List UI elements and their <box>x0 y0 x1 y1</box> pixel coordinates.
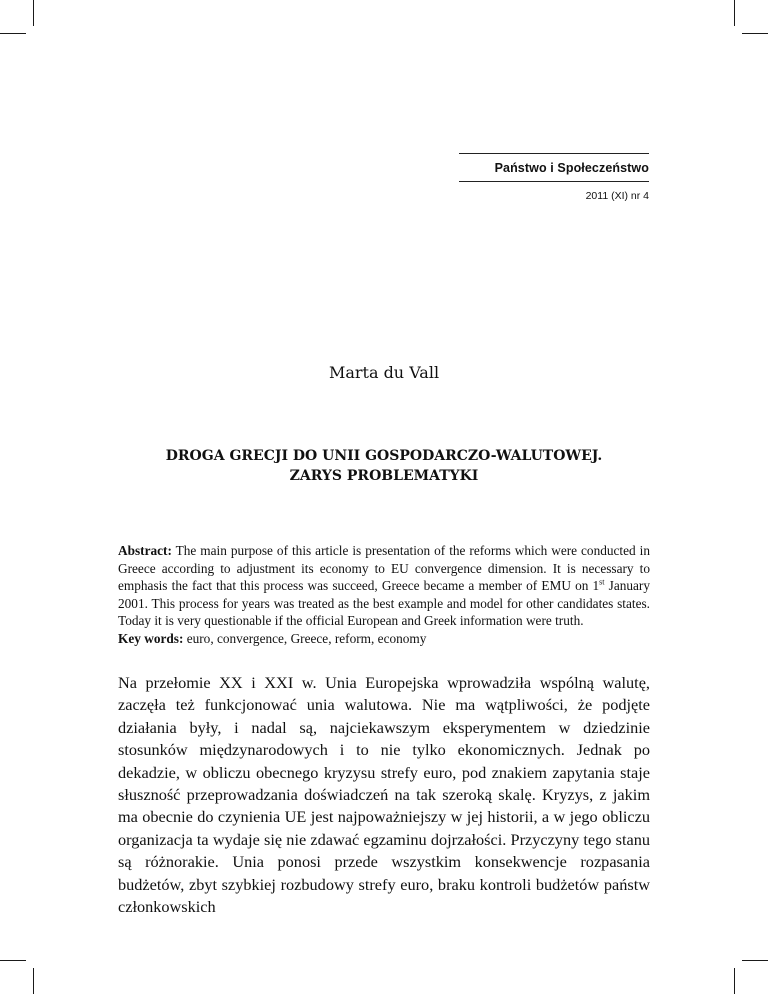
abstract-text-part-1: The main purpose of this article is presentation of the reforms which were conducted in Greece according to adjustment its economy to EU convergence dimension. It is necessary to emphasis the fact that this process was succeed, Greece became a member of EMU on 1 <box>118 543 650 594</box>
abstract-label: Abstract: <box>118 543 172 558</box>
crop-mark-bottom-right-vertical <box>734 968 735 994</box>
abstract-superscript: st <box>599 577 605 587</box>
crop-mark-bottom-left-vertical <box>33 968 34 994</box>
crop-mark-top-left-vertical <box>33 0 34 26</box>
crop-mark-bottom-left-horizontal <box>0 960 26 961</box>
crop-mark-bottom-right-horizontal <box>742 960 768 961</box>
keywords-label: Key words: <box>118 630 184 646</box>
journal-rule-top <box>459 153 649 154</box>
journal-title: Państwo i Społeczeństwo <box>494 161 649 175</box>
article-title <box>118 446 650 486</box>
crop-mark-top-right-horizontal <box>742 33 768 34</box>
abstract <box>118 542 650 648</box>
keywords-text: euro, convergence, Greece, reform, economy <box>186 630 427 646</box>
article-title-line-2: ZARYS PROBLEMATYKI <box>289 468 479 484</box>
crop-mark-top-left-horizontal <box>0 33 26 34</box>
body-paragraph: Na przełomie XX i XXI w. Unia Europejska wprowadziła wspólną walutę, zaczęła też funkcjonować unia walutowa. Nie ma wątpliwości, że podjęte działania były, i nadal są, najciekawszym eksperymentem w dziedzinie stosunków międzynarodowych i to nie tylko ekonomicznych. Jednak po dekadzie, w obliczu obecnego kryzysu strefy euro, pod znakiem zapytania staje słuszność przeprowadzania doświadczeń na tak szeroką skalę. Kryzys, z jakim ma obecnie do czynienia UE jest najpoważniejszy w jej historii, a w jego obliczu organizacja ta wydaje się nie zdawać egzaminu dojrzałości. Przyczyny tego stanu są różnorakie. Unia ponosi przede wszystkim konsekwencje rozpasania budżetów, zbyt szybkiej rozbudowy strefy euro, braku kontroli budżetów państw członkowskich <box>118 673 650 917</box>
crop-mark-top-right-vertical <box>734 0 735 26</box>
keywords <box>118 630 650 648</box>
journal-issue: 2011 (XI) nr 4 <box>585 190 649 202</box>
journal-rule-bottom <box>459 181 649 182</box>
article-author: Marta du Vall <box>328 363 440 382</box>
abstract-text-part-2: January 2001. This process for years was treated as the best example and model for other candidates states. Today it is very questionable if the official European and Greek information were truth. <box>118 578 650 629</box>
article-title-line-1: DROGA GRECJI DO UNII GOSPODARCZO-WALUTOWEJ. <box>165 448 603 464</box>
